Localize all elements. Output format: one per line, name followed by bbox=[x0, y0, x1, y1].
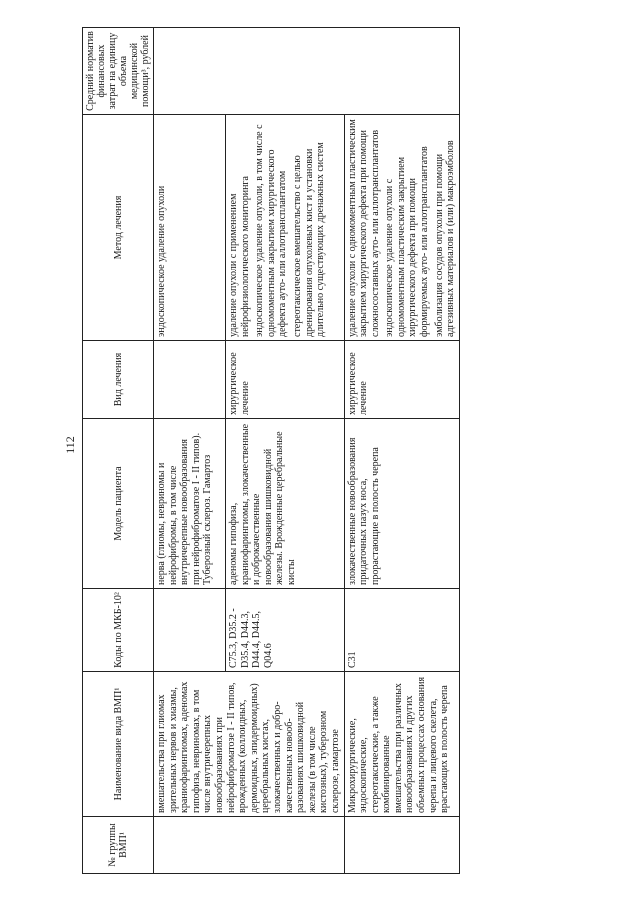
header-icd-codes: Коды по МКБ-10² bbox=[83, 589, 154, 672]
header-treatment-type: Вид лечения bbox=[83, 341, 154, 419]
cell-methods bbox=[344, 115, 459, 341]
cell-treatment bbox=[154, 341, 226, 419]
vmp-table bbox=[82, 27, 460, 874]
cell-codes bbox=[154, 589, 226, 672]
cell-model: аденомы гипофиза, краниофарингиомы, злокачественные и доброкачественные новообразования шишковидной железы. Врожденные церебральные кисты bbox=[225, 419, 344, 589]
page-number: 112 bbox=[63, 436, 77, 454]
header-cost-norm: Средний норматив финансовых затрат на единицу объема медицинской помощи³, рублей bbox=[83, 28, 154, 115]
header-treatment-method: Метод лечения bbox=[83, 115, 154, 341]
header-patient-model: Модель пациента bbox=[83, 419, 154, 589]
cell-cost bbox=[154, 28, 460, 115]
cell-vmp-name: вмешательства при глиомах зрительных нервов и хиазмы, краниофарингиомах, аденомах гипофиза, невриномах, в том числе внутричерепных новообразованиях при нейрофиброматозе I - II типов, врожденных (коллоидных, дермоидных, эпидермоидных) церебральных кистах, злокачественных и добро-качественных новооб-разованиях шишковидной железы (в том числе кистозных), туберозном склерозе, гамартозе bbox=[154, 672, 345, 817]
cell-codes: C31 bbox=[344, 589, 459, 672]
header-vmp-name: Наименование вида ВМП¹ bbox=[83, 672, 154, 817]
cell-vmp-name: Микрохирургические, эндоскопические, стереотаксические, а также комбинированные вмешательства при различных новообразованиях и других объемных процессах основания черепа и лицевого скелета, врастающих в полость черепа bbox=[344, 672, 459, 817]
table-row bbox=[154, 28, 226, 874]
cell-group bbox=[344, 817, 459, 874]
method-item: удаление опухоли с применением нейрофизиологического мониторинга bbox=[227, 176, 251, 337]
cell-treatment: хирургическое лечение bbox=[344, 341, 459, 419]
table-row bbox=[344, 28, 459, 874]
method-item: стереотаксическое вмешательство с целью дренирования опухолевых кист и установки длительно существующих дренажных систем bbox=[291, 142, 327, 337]
cell-methods bbox=[154, 115, 226, 341]
cell-model: нерва (глиомы, невриномы и нейрофибромы, в том числе внутричерепные новообразования при нейрофиброматозе I - II типов). Туберозный склероз. Гамартоз bbox=[154, 419, 226, 589]
header-group-number: № группы ВМП¹ bbox=[83, 817, 154, 874]
method-item: удаление опухоли с одномоментным пластическим закрытием хирургического дефекта при помощи сложносоставных ауто- или аллотрансплантатов bbox=[346, 119, 381, 337]
method-item: эмболизация сосудов опухоли при помощи адгезивных материалов и (или) макроэмболов bbox=[433, 140, 457, 337]
cell-methods bbox=[225, 115, 344, 341]
cell-codes: C75.3, D35.2 - D35.4, D44.3, D44.4, D44.5, Q04.6 bbox=[225, 589, 344, 672]
cell-treatment: хирургическое лечение bbox=[225, 341, 344, 419]
method-item: эндоскопическое удаление опухоли bbox=[156, 185, 167, 337]
method-item: эндоскопическое удаление опухоли с одномоментным пластическим закрытием хирургического дефекта при помощи формируемых ауто- или аллотрансплантатов bbox=[384, 146, 431, 337]
cell-model: злокачественные новообразования придаточных пазух носа, прорастающие в полость черепа bbox=[344, 419, 459, 589]
cell-group bbox=[154, 817, 345, 874]
table-header-row bbox=[83, 28, 154, 874]
method-item: эндоскопическое удаление опухоли, в том числе с одномоментным закрытием хирургического дефекта ауто- или аллотрансплантатом bbox=[254, 124, 289, 337]
